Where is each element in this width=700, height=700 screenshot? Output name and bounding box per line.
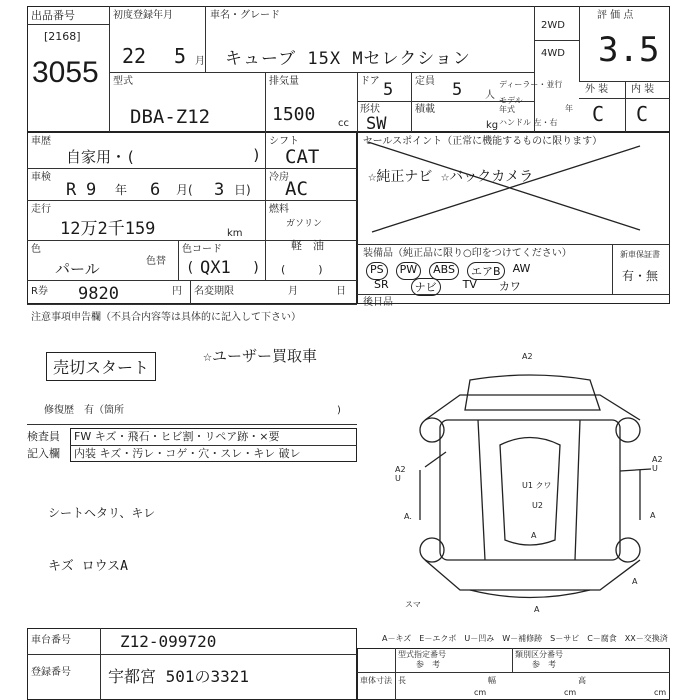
drive-2wd: 2WD: [541, 20, 565, 31]
mark-a2u-left: A2 U: [395, 465, 406, 483]
repair-history-label: 修復歴 有（箇所: [44, 405, 124, 416]
checker-label-1: 検査員: [27, 430, 60, 443]
yen-unit: 円: [172, 286, 182, 297]
notes-text-1: 売切スタート: [46, 352, 156, 381]
color-label: 色: [31, 244, 41, 255]
year-unit: 年: [565, 104, 573, 113]
kg-unit: kg: [486, 120, 499, 131]
door-label: ドア: [360, 76, 380, 87]
fuel-diesel: 軽 油: [291, 239, 324, 252]
classification-label: 類別区分番号: [515, 650, 563, 659]
capacity-unit: 人: [485, 90, 495, 101]
color-code-label: 色コード: [182, 244, 222, 255]
model-year-label: モデル年式: [499, 96, 523, 114]
shift-value: CAT: [285, 146, 320, 168]
mark-a-right: A: [650, 511, 656, 520]
later-items-label: 後日品: [363, 297, 393, 308]
exterior-grade: C: [592, 102, 605, 126]
fuel-gasoline: ガソリン: [286, 219, 323, 229]
length-label: 長: [398, 676, 406, 685]
inspection-month: 6: [150, 180, 161, 200]
checker-row-2: 内装 キズ・汚レ・コゲ・穴・スレ・キレ 破レ: [74, 447, 301, 460]
inspection-era: R: [66, 180, 77, 200]
checker-note-2: キズ ロウスA: [48, 559, 129, 574]
recycle-label: R券: [31, 286, 48, 297]
capacity-value: 5: [452, 80, 463, 100]
height-cm: cm: [654, 688, 667, 697]
notes-label: 注意事項申告欄（不具合内容等は具体的に記入して下さい）: [31, 312, 301, 323]
month-unit: 月: [195, 56, 205, 67]
mark-a2-top: A2: [522, 352, 533, 361]
mileage-unit: km: [227, 228, 243, 239]
mark-a-front: A: [531, 531, 537, 540]
equip-pw: PW: [396, 262, 422, 280]
equipment-label: 装備品（純正品に限り○印をつけてください）: [363, 248, 572, 259]
model-label: 型式: [113, 76, 133, 87]
lot-small-number: [2168]: [44, 30, 81, 43]
warranty-value: 有・無: [622, 269, 659, 283]
width-label: 幅: [488, 676, 496, 685]
history-paren-close: ): [252, 146, 262, 164]
grade-value: 3.5: [598, 30, 660, 70]
equip-aw: AW: [512, 262, 531, 275]
ac-value: AC: [285, 178, 308, 200]
drive-4wd: 4WD: [541, 48, 565, 59]
repair-close: ): [337, 405, 341, 416]
type-ref: 参 考: [416, 660, 440, 669]
class-ref: 参 考: [532, 660, 556, 669]
mark-a-rear: A: [632, 577, 638, 586]
reg-value: 宇都宮 501の3321: [108, 667, 250, 686]
first-reg-month: 5: [174, 44, 187, 68]
mark-a-left: A.: [404, 512, 412, 521]
height-label: 高: [578, 676, 586, 685]
first-reg-label: 初度登録年月: [113, 10, 173, 21]
dealer-label: ディーラー・並行: [499, 80, 563, 89]
model-value: DBA-Z12: [130, 106, 211, 128]
interior-label: 内 装: [631, 84, 655, 95]
mark-u2: U2: [532, 501, 543, 510]
lot-label: 出品番号: [31, 9, 75, 22]
history-value: 自家用・(: [66, 148, 136, 166]
name-label: 車名・グレード: [210, 10, 280, 21]
limit-month-unit: 月: [288, 286, 298, 297]
chassis-value: Z12-099720: [120, 632, 217, 651]
shape-value: SW: [366, 114, 387, 134]
inspection-day-unit: 日): [234, 183, 251, 197]
warranty-label: 新車保証書: [620, 250, 660, 259]
color-code-paren-close: ): [252, 260, 261, 276]
inspection-month-unit: 月(: [176, 183, 193, 197]
selling-points-text: ☆純正ナビ ☆バックカメラ: [368, 169, 534, 185]
color-value: パール: [55, 260, 100, 278]
damage-legend: A－キズ E－エクボ U－凹み W－補修跡 S－サビ C－腐食 XX－交換済: [382, 634, 668, 643]
shape-label: 形状: [360, 104, 380, 115]
inspection-day: 3: [214, 180, 225, 200]
grade-label: 評 価 点: [597, 10, 634, 21]
checker-note-1: シートヘタリ、キレ: [48, 506, 156, 520]
mark-a-bottom: A: [534, 605, 540, 614]
chassis-label: 車台番号: [31, 635, 71, 646]
checker-row-1: FW キズ・飛石・ヒビ割・リペア跡・×要: [74, 430, 280, 443]
fuel-paren: ( ): [281, 263, 323, 276]
lot-number: 3055: [32, 56, 99, 89]
length-cm: cm: [474, 688, 487, 697]
selling-points-label: セールスポイント（正常に機能するものに限ります）: [363, 136, 603, 147]
type-designation-label: 型式指定番号: [398, 650, 446, 659]
inspection-label: 車検: [31, 172, 51, 183]
checker-label-2: 記入欄: [27, 447, 60, 460]
history-label: 車歴: [31, 136, 51, 147]
recycle-value: 9820: [78, 284, 119, 304]
reg-label: 登録番号: [31, 667, 71, 678]
equip-ps: PS: [366, 262, 388, 280]
equip-sr: SR: [374, 278, 389, 291]
shift-label: シフト: [269, 136, 299, 147]
mileage-value: 12万2千159: [60, 219, 156, 239]
handle-label: ハンドル 左・右: [499, 118, 558, 127]
car-name-grade: キューブ 15X Mセレクション: [225, 49, 471, 69]
equip-tv: TV: [462, 278, 477, 291]
cc-value: 1500: [272, 104, 316, 125]
equip-leather: カワ: [498, 280, 521, 293]
ac-label: 冷房: [269, 172, 289, 183]
notes-text-2: ☆ユーザー買取車: [203, 347, 318, 365]
interior-grade: C: [636, 102, 649, 126]
equip-navi: ナビ: [411, 278, 441, 296]
name-change-limit-label: 名変期限: [194, 286, 234, 297]
capacity-label: 定員: [415, 76, 435, 87]
color-code-paren-open: (: [186, 260, 195, 276]
inspection-year: 9: [86, 180, 97, 200]
color-code-value: QX1: [200, 258, 231, 278]
cc-label: 排気量: [269, 76, 299, 87]
first-reg-year: 22: [122, 44, 147, 68]
equip-airbag: エアB: [467, 262, 505, 280]
mark-a2u-right: A2 U: [652, 455, 663, 473]
limit-day-unit: 日: [336, 286, 346, 297]
load-label: 積載: [415, 104, 435, 115]
door-value: 5: [383, 80, 394, 100]
body-dim-label: 車体寸法: [360, 676, 392, 685]
fuel-label: 燃料: [269, 204, 289, 215]
width-cm: cm: [564, 688, 577, 697]
mileage-label: 走行: [31, 204, 51, 215]
inspection-year-unit: 年: [115, 183, 128, 197]
mark-u1: U1 クワ: [522, 481, 552, 490]
equip-abs: ABS: [429, 262, 459, 280]
exterior-label: 外 装: [585, 84, 609, 95]
mark-smart: スマ: [405, 600, 421, 609]
cc-unit: cc: [338, 118, 349, 129]
repaint-label: 色替: [146, 256, 166, 267]
